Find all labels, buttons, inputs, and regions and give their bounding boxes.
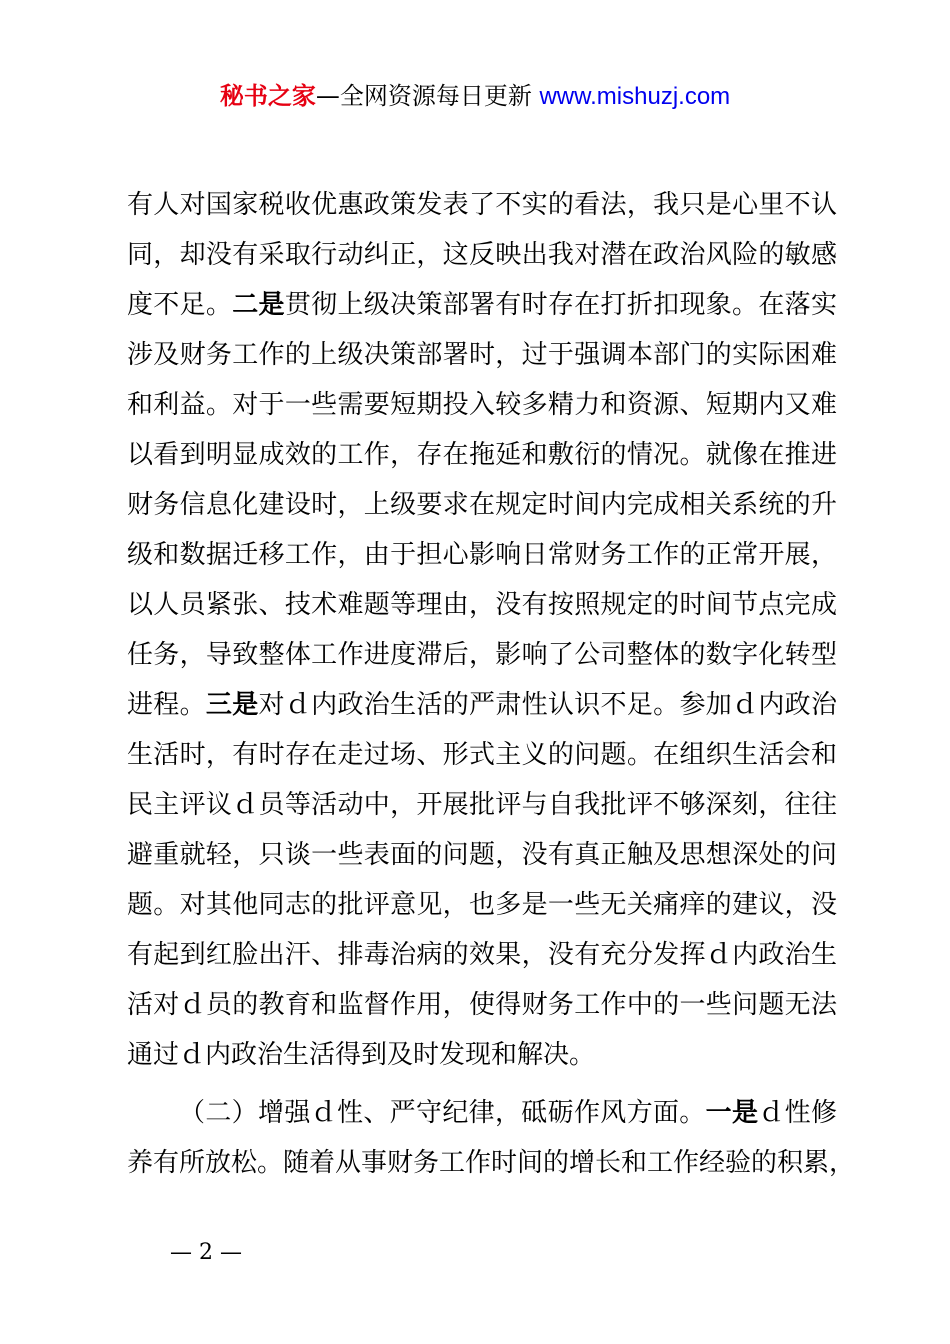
text-line: 生活时，有时存在走过场、形式主义的问题。在组织生活会和 [127, 740, 837, 770]
paragraph-1 [127, 180, 837, 1080]
text-line: 涉及财务工作的上级决策部署时，过于强调本部门的实际困难 [127, 340, 837, 370]
text-span: 进程。 [127, 690, 206, 720]
text-line [127, 1088, 837, 1138]
text-line: 以人员紧张、技术难题等理由，没有按照规定的时间节点完成 [127, 590, 837, 620]
text-line: 有人对国家税收优惠政策发表了不实的看法，我只是心里不认 [127, 190, 837, 220]
site-header [0, 78, 950, 115]
text-line: 活对ｄ员的教育和监督作用，使得财务工作中的一些问题无法 [127, 990, 837, 1020]
text-span: 对ｄ内政治生活的严肃性认识不足。参加ｄ内政治 [258, 690, 837, 720]
section-heading: （二）增强ｄ性、严守纪律，砥砺作风方面。 [179, 1098, 706, 1128]
bold-marker: 三是 [205, 690, 259, 720]
text-span: 度不足。 [127, 290, 233, 320]
site-url[interactable]: www.mishuzj.com [539, 83, 731, 110]
text-line: 以看到明显成效的工作，存在拖延和敷衍的情况。就像在推进 [127, 440, 837, 470]
text-line: 民主评议ｄ员等活动中，开展批评与自我批评不够深刻，往往 [127, 790, 837, 820]
text-span: 贯彻上级决策部署有时存在打折扣现象。在落实 [284, 290, 837, 320]
page-number: — 2 — [170, 1240, 242, 1265]
text-line: 财务信息化建设时，上级要求在规定时间内完成相关系统的升 [127, 490, 837, 520]
text-line: 避重就轻，只谈一些表面的问题，没有真正触及思想深处的问 [127, 840, 837, 870]
text-line: 养有所放松。随着从事财务工作时间的增长和工作经验的积累， [127, 1148, 856, 1178]
text-line: 级和数据迁移工作，由于担心影响日常财务工作的正常开展， [127, 540, 837, 570]
text-line: 和利益。对于一些需要短期投入较多精力和资源、短期内又难 [127, 390, 837, 420]
document-body [127, 180, 856, 1188]
text-span: ｄ性修 [758, 1098, 837, 1128]
bold-marker: 一是 [705, 1098, 759, 1128]
text-line [127, 280, 837, 330]
text-line: 同，却没有采取行动纠正，这反映出我对潜在政治风险的敏感 [127, 240, 837, 270]
text-line [127, 680, 837, 730]
text-line: 任务，导致整体工作进度滞后，影响了公司整体的数字化转型 [127, 640, 837, 670]
text-line: 有起到红脸出汗、排毒治病的效果，没有充分发挥ｄ内政治生 [127, 940, 837, 970]
header-tagline: —全网资源每日更新 [315, 82, 540, 110]
paragraph-2 [127, 1088, 856, 1188]
bold-marker: 二是 [232, 290, 285, 320]
brand-name: 秘书之家 [219, 82, 316, 110]
text-line: 通过ｄ内政治生活得到及时发现和解决。 [127, 1040, 596, 1070]
text-line: 题。对其他同志的批评意见，也多是一些无关痛痒的建议，没 [127, 890, 837, 920]
